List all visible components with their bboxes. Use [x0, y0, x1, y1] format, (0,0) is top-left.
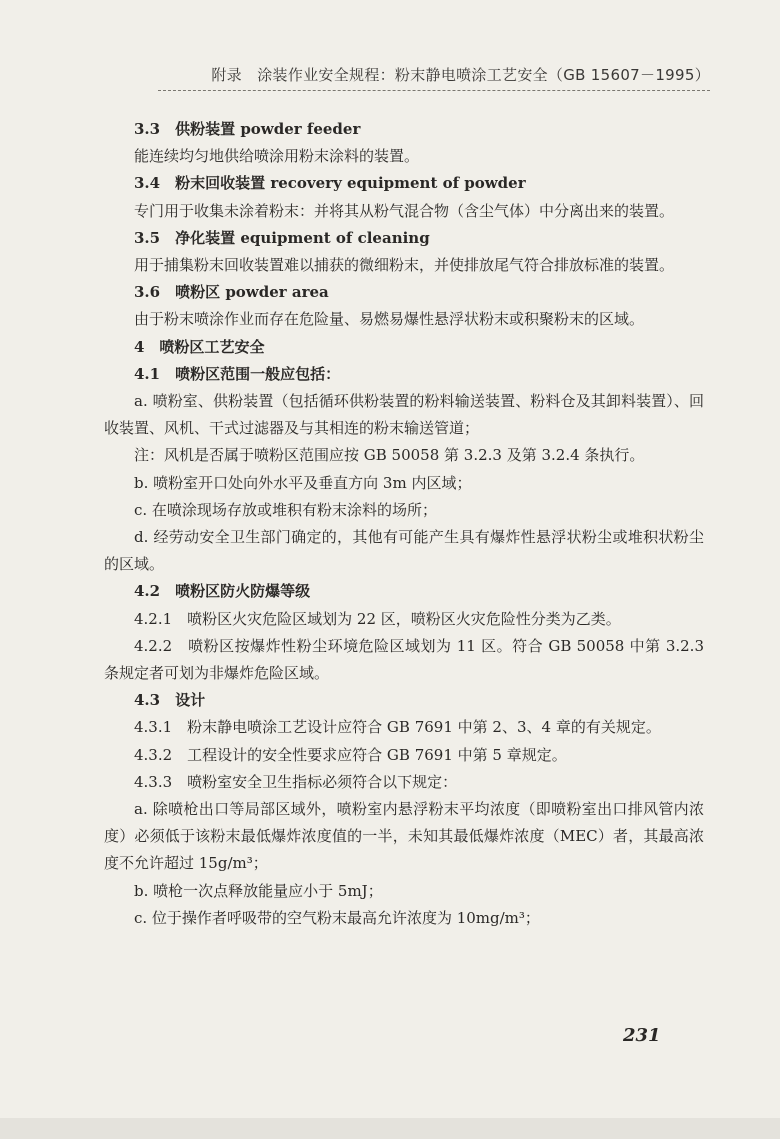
list-item: c. 位于操作者呼吸带的空气粉末最高允许浓度为 10mg/m³； — [134, 908, 540, 927]
section-heading-4-2: 4.2 喷粉区防火防爆等级 — [134, 582, 311, 601]
paragraph: 由于粉末喷涂作业而存在危险量、易燃易爆性悬浮状粉末或积聚粉末的区域。 — [134, 310, 645, 329]
section-heading-3-5: 3.5 净化装置 equipment of cleaning — [134, 228, 430, 247]
note: 注：风机是否属于喷粉区范围应按 GB 50058 第 3.2.3 及第 3.2.4 条执行。 — [134, 446, 645, 465]
clause-4-2-2: 4.2.2 喷粉区按爆炸性粉尘环境危险区域划为 11 区。符合 GB 50058 中第 3.2.3 条规定者可划为非爆炸危险区域。 — [104, 636, 704, 683]
list-item: c. 在喷涂现场存放或堆积有粉末涂料的场所； — [134, 500, 437, 519]
header-rule — [158, 90, 710, 91]
list-item: a. 喷粉室、供粉装置（包括循环供粉装置的粉料输送装置、粉料仓及其卸料装置）、回收装置、风机、干式过滤器及与其相连的粉末输送管道； — [104, 392, 704, 438]
body-text — [104, 116, 704, 932]
paragraph: 专门用于收集未涂着粉末：并将其从粉气混合物（含尘气体）中分离出来的装置。 — [134, 201, 675, 220]
section-heading-3-3: 3.3 供粉装置 powder feeder — [134, 120, 361, 138]
section-heading-3-4: 3.4 粉末回收装置 recovery equipment of powder — [134, 174, 526, 193]
clause-4-2-1: 4.2.1 喷粉区火灾危险区域划为 22 区，喷粉区火灾危险性分类为乙类。 — [134, 609, 621, 628]
page-number: 231 — [623, 1025, 661, 1046]
section-heading-4-1: 4.1 喷粉区范围一般应包括： — [134, 364, 341, 383]
clause-4-3-3: 4.3.3 喷粉室安全卫生指标必须符合以下规定： — [134, 772, 458, 791]
paragraph: 能连续均匀地供给喷涂用粉末涂料的装置。 — [134, 147, 420, 166]
running-header: 附录 涂装作业安全规程：粉末静电喷涂工艺安全（GB 15607－1995） — [211, 66, 710, 84]
section-heading-3-6: 3.6 喷粉区 powder area — [134, 283, 329, 302]
list-item: b. 喷粉室开口处向外水平及垂直方向 3m 内区域； — [134, 473, 472, 492]
list-item: d. 经劳动安全卫生部门确定的，其他有可能产生具有爆炸性悬浮状粉尘或堆积状粉尘的区域。 — [104, 528, 704, 574]
section-heading-4: 4 喷粉区工艺安全 — [134, 337, 265, 356]
list-item: b. 喷枪一次点释放能量应小于 5mJ； — [134, 881, 383, 900]
section-heading-4-3: 4.3 设计 — [134, 691, 206, 710]
clause-4-3-1: 4.3.1 粉末静电喷涂工艺设计应符合 GB 7691 中第 2、3、4 章的有关规定。 — [134, 718, 661, 737]
page-bottom-edge — [0, 1118, 780, 1139]
paragraph: 用于捕集粉末回收装置难以捕获的微细粉末，并使排放尾气符合排放标准的装置。 — [134, 256, 675, 275]
clause-4-3-2: 4.3.2 工程设计的安全性要求应符合 GB 7691 中第 5 章规定。 — [134, 745, 567, 764]
list-item: a. 除喷枪出口等局部区域外，喷粉室内悬浮粉末平均浓度（即喷粉室出口排风管内浓度）必须低于该粉末最低爆炸浓度值的一半，未知其最低爆炸浓度（MEC）者，其最高浓度不允许超过 15g/m³； — [104, 800, 704, 873]
